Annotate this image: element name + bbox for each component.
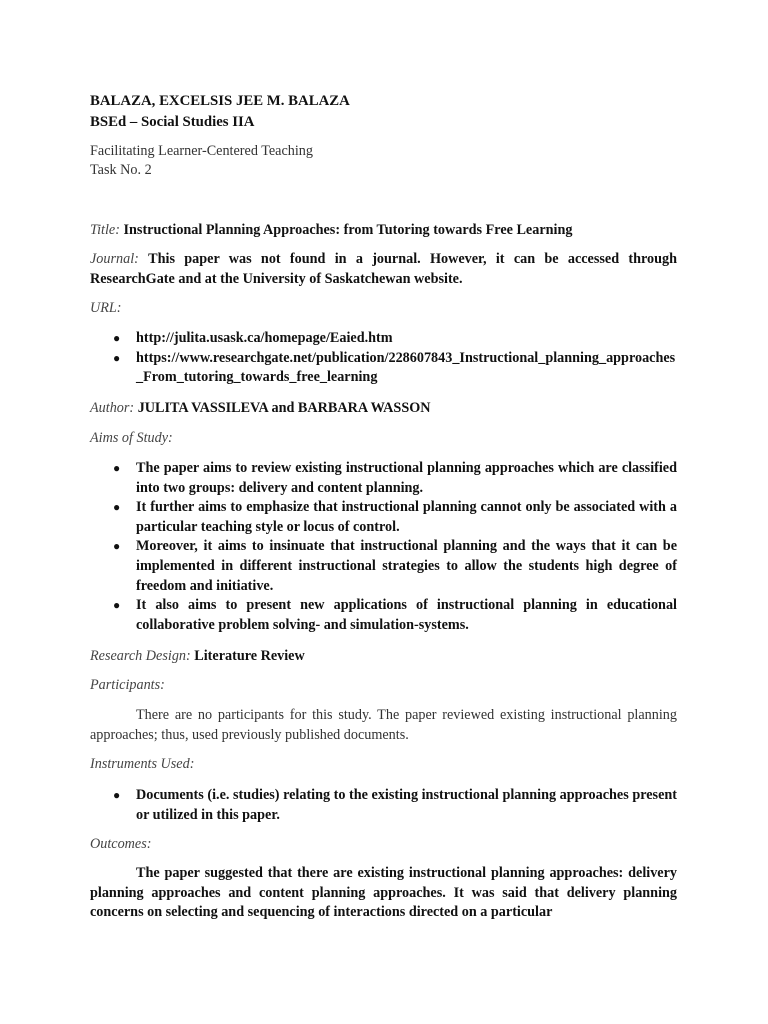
design-row [90, 647, 305, 667]
bullet-icon: ● [113, 331, 121, 345]
bullet-icon: ● [113, 461, 121, 475]
journal-row [90, 250, 677, 289]
aims-label: Aims of Study: [90, 430, 173, 446]
author-label: Author: [90, 400, 135, 416]
outcomes-label: Outcomes: [90, 836, 152, 852]
url-item[interactable]: ● https://www.researchgate.net/publication/228607843_Instructional_planning_approaches_From_tutoring_towards_free_learning [113, 349, 676, 386]
journal-value: This paper was not found in a journal. However, it can be accessed through ResearchGate and at the University of Saskatchewan website. [90, 251, 677, 287]
course-line: Facilitating Learner-Centered Teaching [90, 143, 313, 159]
url-list [90, 329, 677, 388]
design-label: Research Design: [90, 648, 191, 664]
aim-item: ● It also aims to present new applications of instructional planning in educational collaborative problem solving- and simulation-systems. [113, 597, 677, 633]
design-value: Literature Review [194, 648, 305, 664]
instruments-label: Instruments Used: [90, 756, 195, 772]
bullet-icon: ● [113, 598, 121, 613]
author-value: JULITA VASSILEVA and BARBARA WASSON [137, 400, 431, 416]
title-row [90, 221, 677, 241]
aim-item: ● The paper aims to review existing instructional planning approaches which are classified into two groups: delivery and content planning. [113, 460, 677, 496]
instruments-list [90, 786, 677, 825]
instrument-item: ● Documents (i.e. studies) relating to the existing instructional planning approaches present or utilized in this paper. [113, 787, 677, 823]
aim-item: ● Moreover, it aims to insinuate that instructional planning and the ways that it can be implemented in different instructional strategies to allow the students high degree of freedom and initiative. [113, 538, 677, 594]
participants-label: Participants: [90, 677, 165, 693]
title-label: Title: [90, 222, 120, 238]
bullet-icon: ● [113, 350, 121, 365]
outcomes-text: The paper suggested that there are existing instructional planning approaches: delivery planning approaches and content planning approaches. It was said that delivery planning concerns on selecting and sequencing of interactions directed on a particular [90, 865, 677, 921]
journal-label: Journal: [90, 251, 139, 267]
aims-list [90, 459, 677, 635]
title-value: Instructional Planning Approaches: from Tutoring towards Free Learning [123, 222, 573, 238]
student-name: BALAZA, EXCELSIS JEE M. BALAZA [90, 93, 350, 109]
bullet-icon: ● [113, 500, 121, 515]
bullet-icon: ● [113, 788, 121, 802]
program-line: BSEd – Social Studies IIA [90, 114, 255, 130]
participants-text: There are no participants for this study. The paper reviewed existing instructional planning approaches; thus, used previously published documents. [90, 707, 677, 743]
url-item[interactable]: ● http://julita.usask.ca/homepage/Eaied.htm [90, 329, 677, 349]
bullet-icon: ● [113, 539, 121, 554]
author-row [90, 399, 431, 419]
url-label: URL: [90, 300, 122, 316]
task-line: Task No. 2 [90, 162, 152, 178]
aim-item: ● It further aims to emphasize that instructional planning cannot only be associated with a particular teaching style or locus of control. [113, 499, 677, 535]
